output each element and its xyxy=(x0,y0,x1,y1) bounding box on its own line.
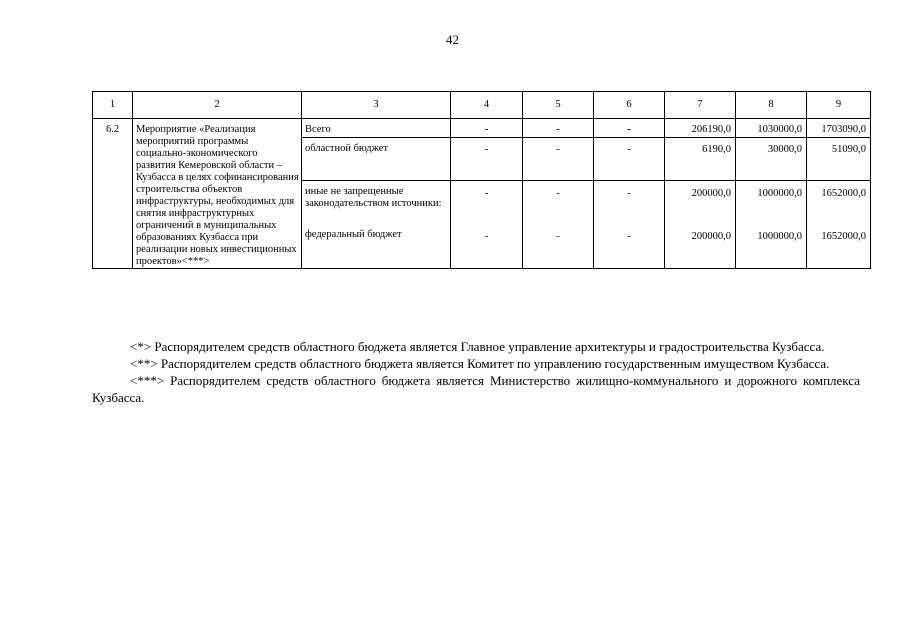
source-label: областной бюджет xyxy=(302,138,451,181)
header-cell: 2 xyxy=(133,92,302,119)
header-cell: 1 xyxy=(93,92,133,119)
table-cell: - xyxy=(594,138,665,181)
header-cell: 3 xyxy=(302,92,451,119)
table-cell xyxy=(451,181,523,269)
measure-name: Мероприятие «Реализация мероприятий программы социально-экономического развития Кемеровской области – Кузбасса в целях софинансирования строительства объектов инфраструктуры, необходимых для снятия инфраструктурных ограничений в муниципальных образованиях Кузбасса при реализации новых инвестиционных проектов»<***> xyxy=(133,119,302,269)
table-cell xyxy=(594,181,665,269)
table-cell: 1030000,0 xyxy=(736,119,807,138)
footnote: <*> Распорядителем средств областного бюджета является Главное управление архитектуры и градостроительства Кузбасса. xyxy=(130,339,825,354)
source-label: федеральный бюджет xyxy=(305,229,402,240)
cell-value: 1652000,0 xyxy=(821,188,866,199)
cell-value: - xyxy=(484,188,489,199)
table-cell: 6190,0 xyxy=(665,138,736,181)
cell-value: - xyxy=(556,231,560,242)
table-cell: - xyxy=(523,119,594,138)
table-cell: - xyxy=(523,138,594,181)
header-cell: 6 xyxy=(594,92,665,119)
table-cell xyxy=(523,181,594,269)
cell-value: - xyxy=(627,188,631,199)
table-cell: - xyxy=(451,138,523,181)
header-cell: 5 xyxy=(523,92,594,119)
header-cell: 8 xyxy=(736,92,807,119)
cell-value: 1652000,0 xyxy=(821,231,866,242)
budget-table xyxy=(92,91,871,269)
cell-value: 200000,0 xyxy=(691,231,731,242)
table-cell: 30000,0 xyxy=(736,138,807,181)
table-cell: - xyxy=(451,119,523,138)
header-cell: 7 xyxy=(665,92,736,119)
row-number: 6.2 xyxy=(93,119,133,269)
source-label: иные не запрещенные законодательством источники: xyxy=(305,186,442,209)
page-number: 42 xyxy=(446,32,459,47)
footnote: <***> Распорядителем средств областного бюджета является Министерство жилищно-коммунального и дорожного комплекса Кузбасса. xyxy=(92,373,860,405)
cell-value: 1000000,0 xyxy=(757,188,802,199)
cell-value: 1000000,0 xyxy=(757,231,802,242)
table-cell: 206190,0 xyxy=(665,119,736,138)
cell-value: - xyxy=(484,231,489,242)
footnotes xyxy=(92,338,860,406)
table-header-row xyxy=(93,92,871,119)
header-cell: 9 xyxy=(807,92,871,119)
table-cell: - xyxy=(594,119,665,138)
source-cell xyxy=(302,181,451,269)
table-cell xyxy=(736,181,807,269)
table-cell: 51090,0 xyxy=(807,138,871,181)
table-cell: 1703090,0 xyxy=(807,119,871,138)
cell-value: - xyxy=(627,231,631,242)
cell-value: - xyxy=(556,188,560,199)
header-cell: 4 xyxy=(451,92,523,119)
cell-value: 200000,0 xyxy=(691,188,731,199)
source-label: Всего xyxy=(302,119,451,138)
table-cell xyxy=(807,181,871,269)
footnote: <**> Распорядителем средств областного бюджета является Комитет по управлению государственным имуществом Кузбасса. xyxy=(130,356,830,371)
table-cell xyxy=(665,181,736,269)
table-row xyxy=(93,119,871,138)
